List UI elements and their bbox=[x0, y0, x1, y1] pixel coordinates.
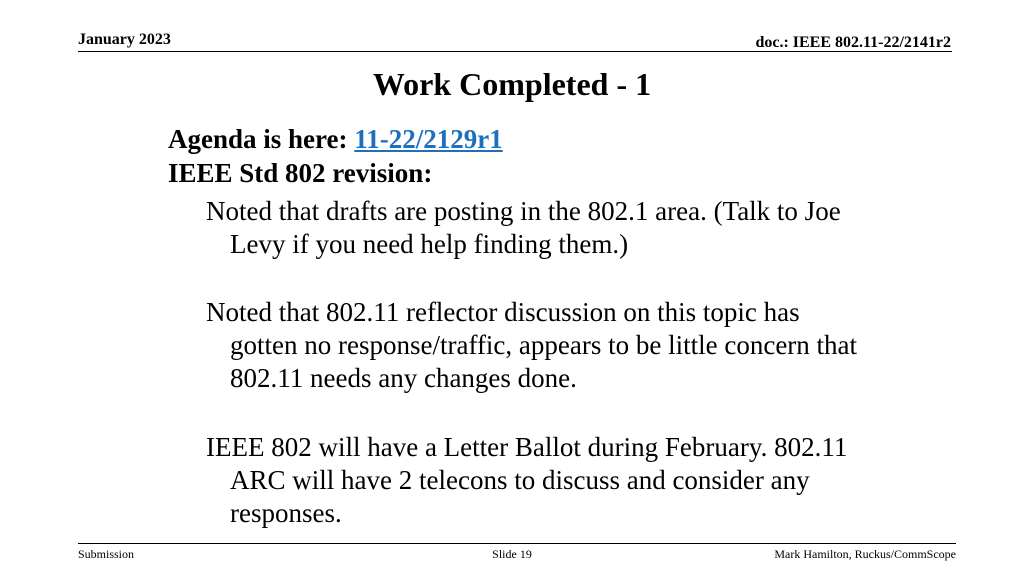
agenda-line bbox=[168, 124, 503, 155]
bullet-paragraph-3: IEEE 802 will have a Letter Ballot during February. 802.11 ARC will have 2 telecons to discuss and consider any responses. bbox=[206, 432, 848, 528]
footer-author: Mark Hamilton, Ruckus/CommScope bbox=[774, 547, 956, 561]
footer-slide-number: Slide 19 bbox=[492, 547, 532, 561]
header-divider bbox=[78, 51, 952, 52]
section-heading: IEEE Std 802 revision: bbox=[168, 158, 433, 188]
slide-title: Work Completed - 1 bbox=[372, 66, 652, 102]
header-date: January 2023 bbox=[78, 31, 171, 48]
footer-divider bbox=[78, 543, 956, 544]
bullet-paragraph-2: Noted that 802.11 reflector discussion on this topic has gotten no response/traffic, appears to be little concern that 802.11 needs any changes done. bbox=[206, 297, 858, 393]
header-doc-id: doc.: IEEE 802.11-22/2141r2 bbox=[755, 34, 951, 51]
bullet-paragraph-1: Noted that drafts are posting in the 802.1 area. (Talk to Joe Levy if you need help finding them.) bbox=[206, 196, 841, 259]
agenda-label: Agenda is here: bbox=[168, 124, 355, 154]
agenda-link[interactable]: 11-22/2129r1 bbox=[354, 124, 503, 154]
footer-submission: Submission bbox=[78, 547, 135, 561]
